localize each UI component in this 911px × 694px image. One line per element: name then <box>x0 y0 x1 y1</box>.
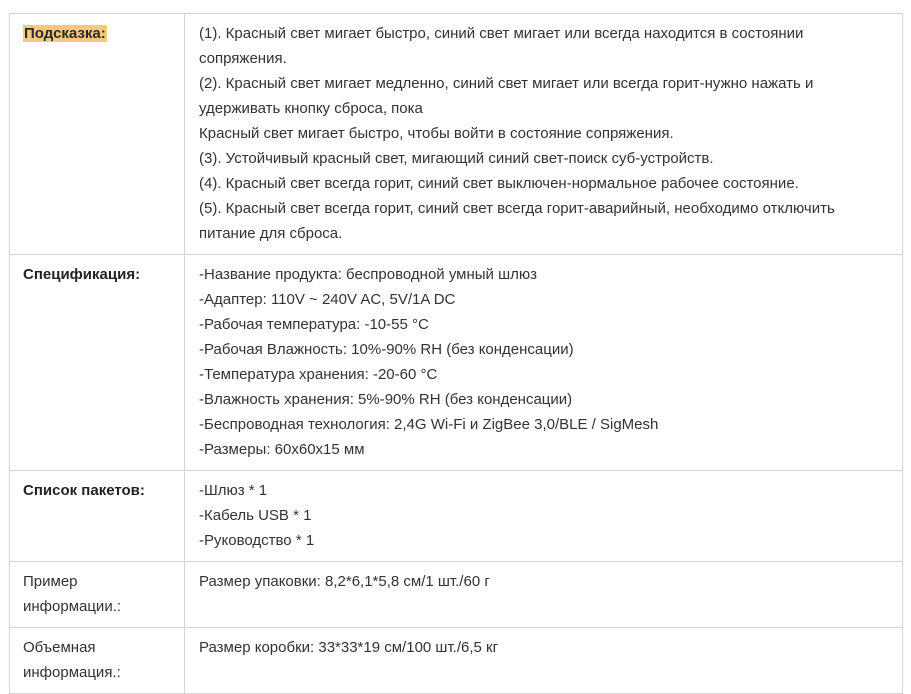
volume-info-line: Размер коробки: 33*33*19 см/100 шт./6,5 кг <box>199 639 499 656</box>
spec-line: -Адаптер: 110V ~ 240V AC, 5V/1A DC <box>199 291 456 308</box>
spec-line: -Рабочая температура: -10-55 °C <box>199 316 429 333</box>
table-row-volume-info <box>10 628 903 694</box>
package-list-label: Список пакетов: <box>23 482 145 499</box>
hint-label: Подсказка: <box>24 25 106 42</box>
hint-line: (1). Красный свет мигает быстро, синий свет мигает или всегда находится в состоянии сопряжения. <box>199 25 804 67</box>
specification-label: Спецификация: <box>23 266 141 283</box>
package-line: -Руководство * 1 <box>199 532 315 549</box>
row-label-cell <box>10 255 185 471</box>
hint-line: (5). Красный свет всегда горит, синий свет всегда горит-аварийный, необходимо отключить питание для сброса. <box>199 200 835 242</box>
row-label-cell <box>10 562 185 628</box>
row-value-cell <box>185 14 903 255</box>
row-value-cell <box>185 562 903 628</box>
row-label-cell <box>10 628 185 694</box>
table-row-package-list <box>10 471 903 562</box>
table-row-sample-info <box>10 562 903 628</box>
package-line: -Кабель USB * 1 <box>199 507 312 524</box>
row-value-cell <box>185 255 903 471</box>
spec-line: -Беспроводная технология: 2,4G Wi-Fi и ZigBee 3,0/BLE / SigMesh <box>199 416 659 433</box>
row-label-cell <box>10 471 185 562</box>
row-value-cell <box>185 471 903 562</box>
hint-line: Красный свет мигает быстро, чтобы войти в состояние сопряжения. <box>199 125 674 142</box>
spec-line: -Рабочая Влажность: 10%-90% RH (без конденсации) <box>199 341 574 358</box>
sample-info-label: Пример информации.: <box>23 573 122 615</box>
table-row-specification <box>10 255 903 471</box>
hint-line: (2). Красный свет мигает медленно, синий свет мигает или всегда горит-нужно нажать и удерживать кнопку сброса, пока <box>199 75 814 117</box>
row-label-cell <box>10 14 185 255</box>
spec-line: -Размеры: 60x60x15 мм <box>199 441 365 458</box>
package-line: -Шлюз * 1 <box>199 482 268 499</box>
table-row-hint <box>10 14 903 255</box>
sample-info-line: Размер упаковки: 8,2*6,1*5,8 см/1 шт./60 г <box>199 573 490 590</box>
volume-info-label: Объемная информация.: <box>23 639 121 681</box>
row-value-cell <box>185 628 903 694</box>
spec-line: -Влажность хранения: 5%-90% RH (без конденсации) <box>199 391 573 408</box>
spec-table <box>9 13 903 694</box>
hint-line: (3). Устойчивый красный свет, мигающий синий свет-поиск суб-устройств. <box>199 150 714 167</box>
spec-line: -Температура хранения: -20-60 °C <box>199 366 438 383</box>
spec-line: -Название продукта: беспроводной умный шлюз <box>199 266 538 283</box>
hint-line: (4). Красный свет всегда горит, синий свет выключен-нормальное рабочее состояние. <box>199 175 799 192</box>
